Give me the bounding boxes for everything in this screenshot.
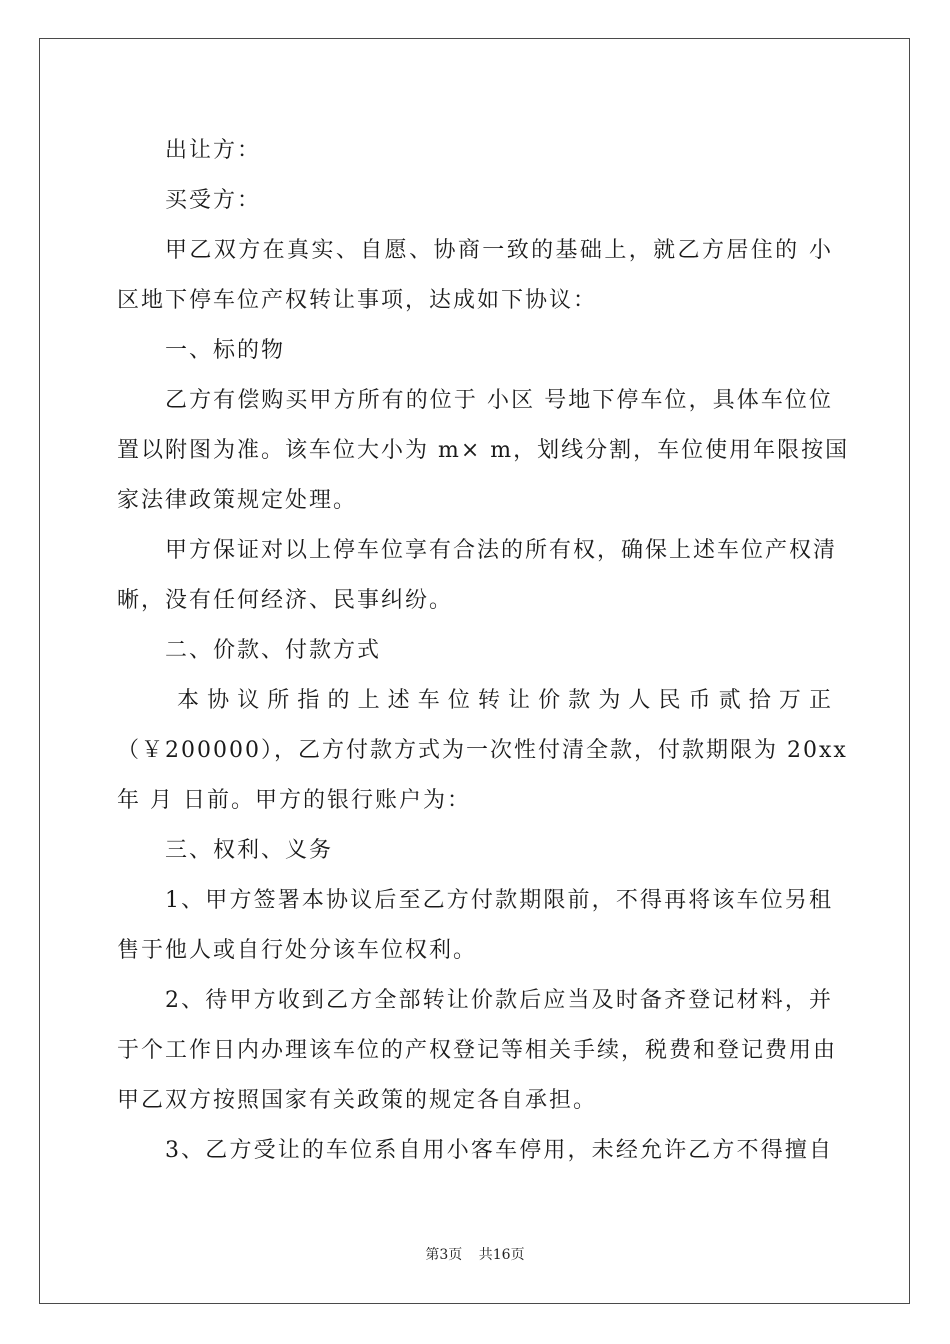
paragraph-line: 2、待甲方收到乙方全部转让价款后应当及时备齐登记材料，并 — [165, 988, 833, 1013]
paragraph-line: 3、乙方受让的车位系自用小客车停用，未经允许乙方不得擅自 — [165, 1138, 833, 1163]
paragraph-line: 置以附图为准。该车位大小为 m× m，划线分割，车位使用年限按国 — [117, 438, 850, 463]
paragraph-line: 甲方保证对以上停车位享有合法的所有权，确保上述车位产权清 — [165, 538, 838, 563]
page-number: 第3页 — [425, 1247, 463, 1263]
section-heading: 二、价款、付款方式 — [165, 638, 382, 663]
section-heading: 一、标的物 — [165, 338, 286, 363]
page-total: 共16页 — [478, 1247, 525, 1263]
buyer-label: 买受方： — [165, 188, 262, 213]
paragraph-line: 甲乙双方在真实、自愿、协商一致的基础上，就乙方居住的 小 — [165, 238, 833, 263]
paragraph-line: 区地下停车位产权转让事项，达成如下协议： — [117, 288, 598, 313]
paragraph-line: 年 月 日前。甲方的银行账户为： — [117, 788, 471, 813]
seller-label: 出让方： — [165, 138, 262, 163]
page-footer — [0, 1244, 950, 1264]
paragraph-line: 于个工作日内办理该车位的产权登记等相关手续，税费和登记费用由 — [117, 1038, 838, 1063]
paragraph-line: 本协议所指的上述车位转让价款为人民币贰拾万正 — [177, 688, 833, 713]
paragraph-line: 乙方有偿购买甲方所有的位于 小区 号地下停车位，具体车位位 — [165, 388, 833, 413]
section-heading: 三、权利、义务 — [165, 838, 334, 863]
paragraph-line: 1、甲方签署本协议后至乙方付款期限前，不得再将该车位另租 — [165, 888, 833, 913]
paragraph-line: 甲乙双方按照国家有关政策的规定各自承担。 — [117, 1088, 598, 1113]
paragraph-line: 晰，没有任何经济、民事纠纷。 — [117, 588, 454, 613]
paragraph-line: 售于他人或自行处分该车位权利。 — [117, 938, 478, 963]
paragraph-line: 家法律政策规定处理。 — [117, 488, 358, 513]
paragraph-line: （￥200000），乙方付款方式为一次性付清全款，付款期限为 20xx — [117, 738, 848, 763]
